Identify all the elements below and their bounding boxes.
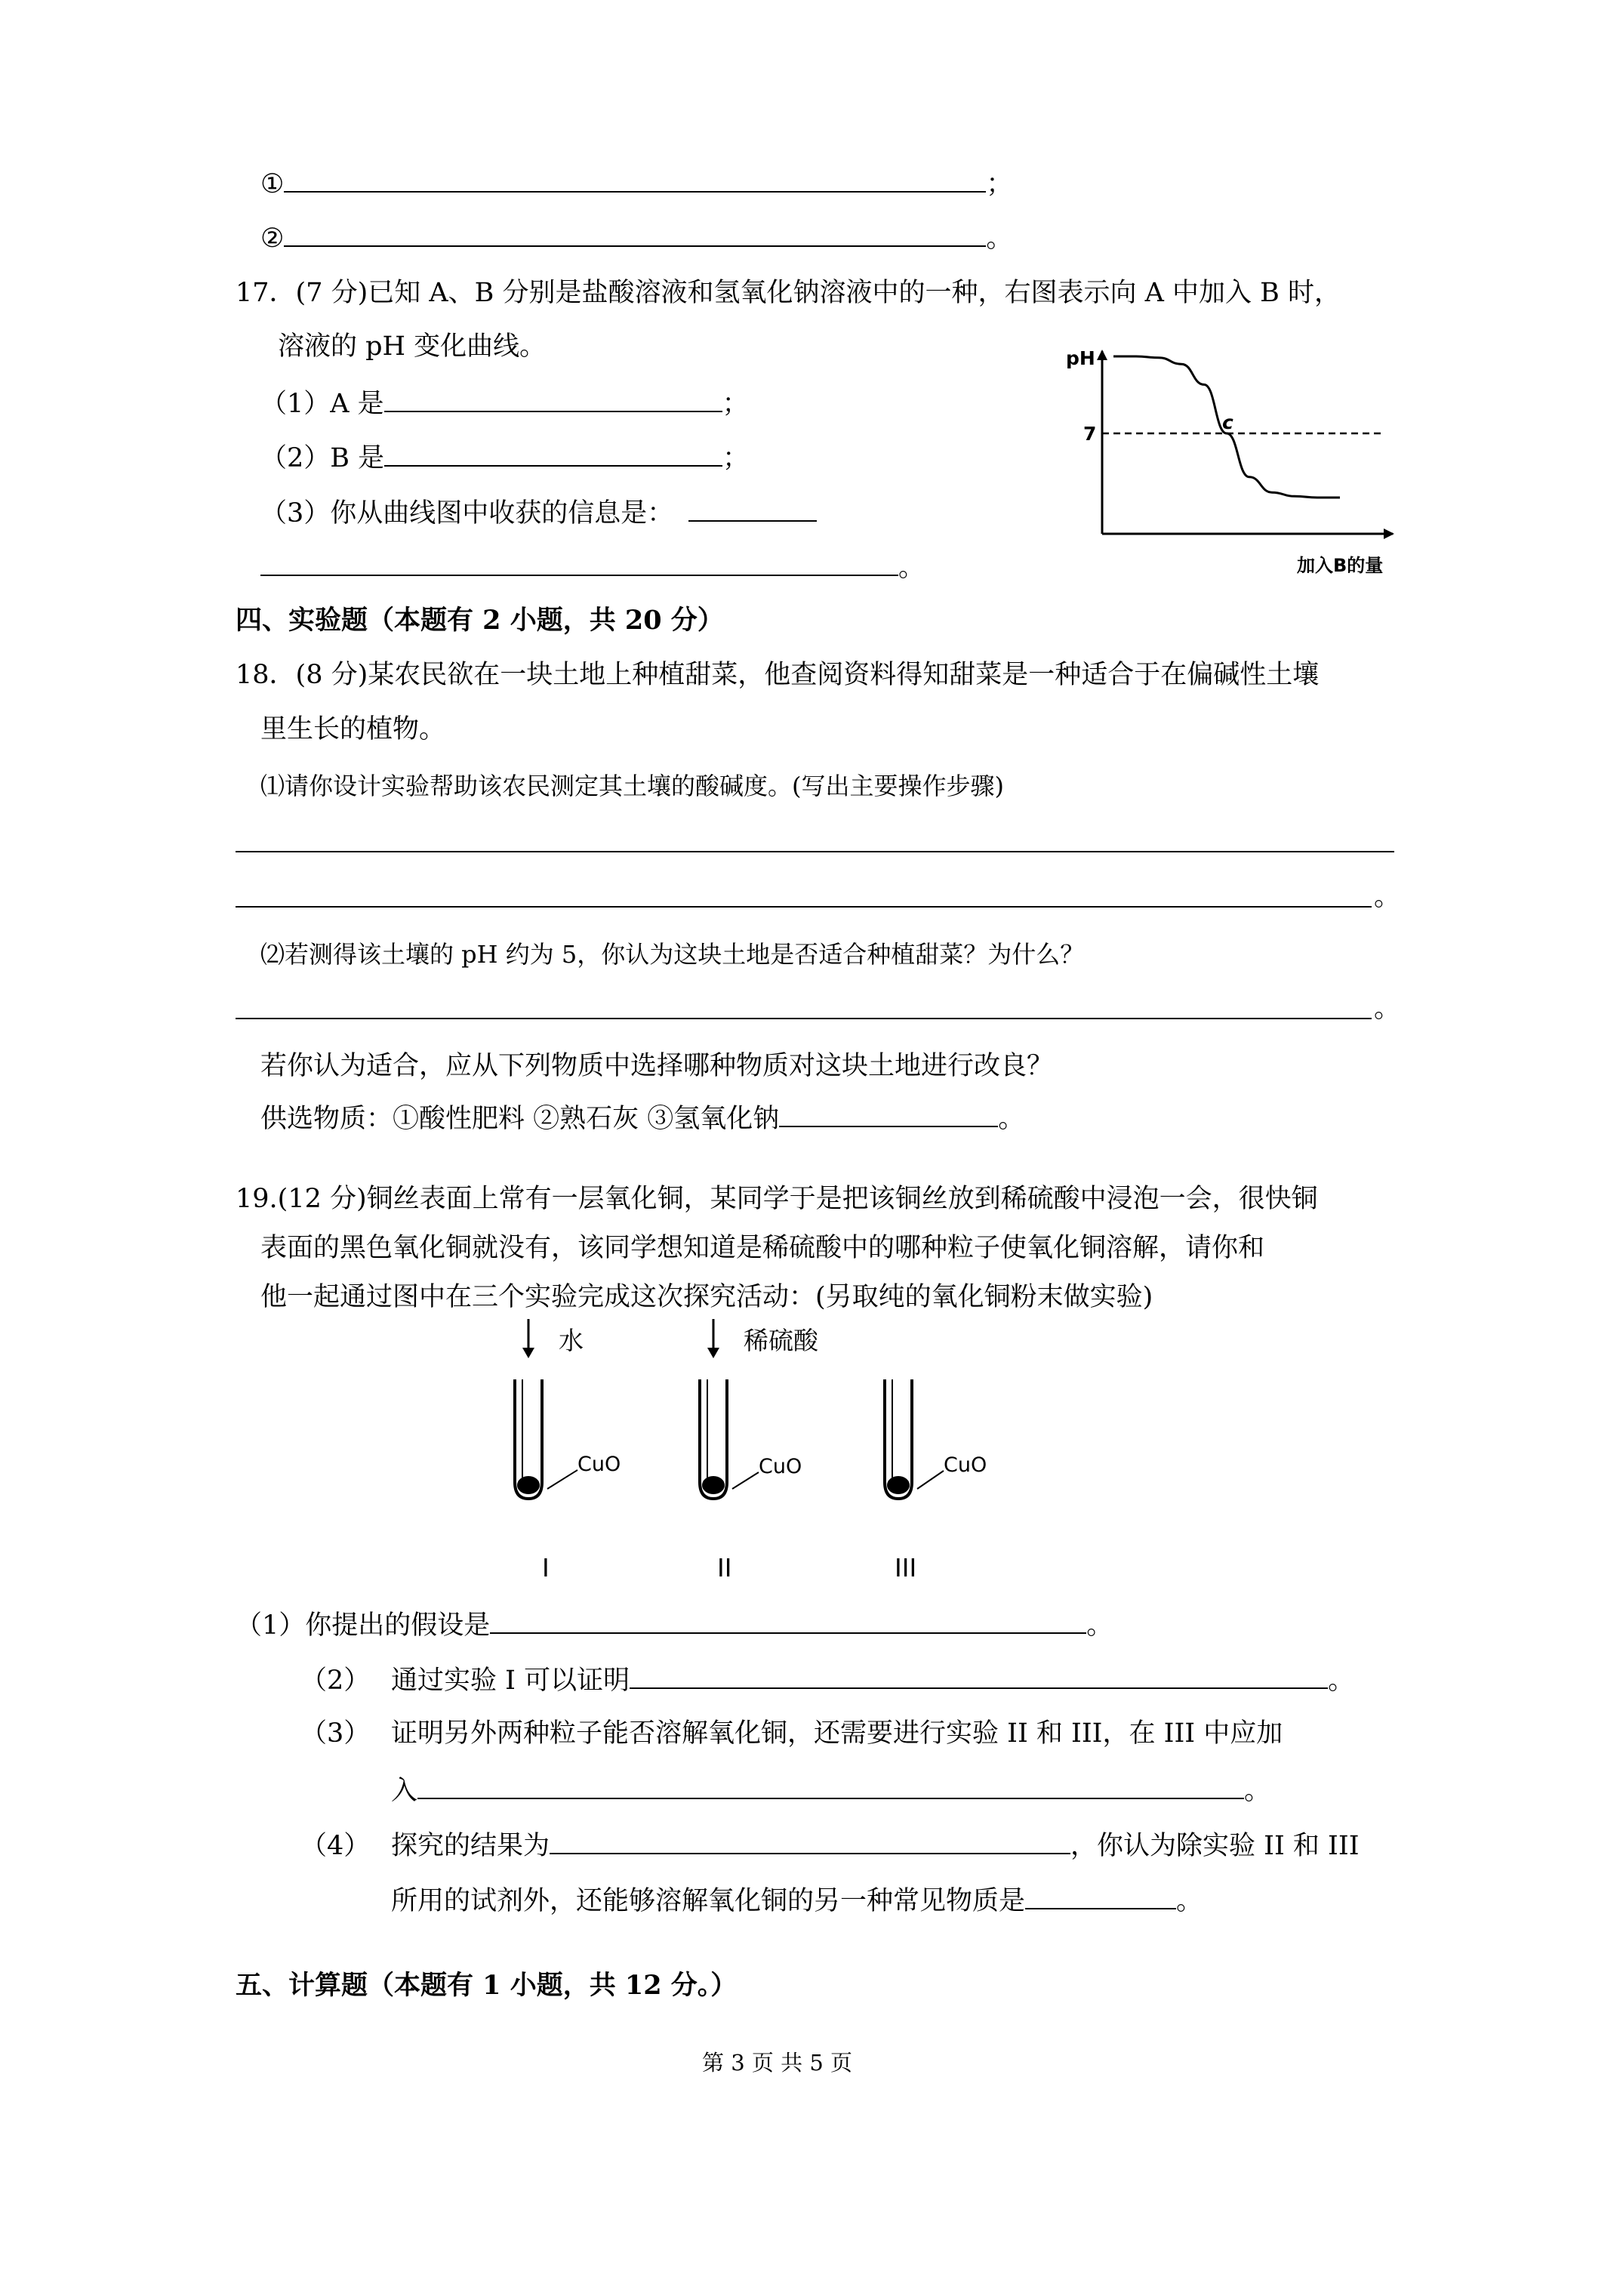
q18-sub3: 若你认为适合，应从下列物质中选择哪种物质对这块土地进行改良？ [260, 1051, 1054, 1081]
answer-blank[interactable] [779, 1100, 998, 1127]
q19-sub3-cont: 入 。 [391, 1772, 1270, 1808]
arrow-down-icon [707, 1319, 719, 1358]
q19-stem-line3: 他一起通过图中在三个实验完成这次探究活动：(另取纯的氧化铜粉末做实验) [260, 1282, 1153, 1312]
answer-line[interactable] [236, 906, 1372, 908]
answer-blank[interactable] [417, 1772, 1244, 1799]
answer-blank[interactable] [688, 495, 817, 522]
q18-sub1-end: 。 [1374, 882, 1401, 912]
q19-sub2: （2） 通过实验 I 可以证明 。 [300, 1662, 1354, 1697]
q17-stem-line1: 17．(7 分)已知 A、B 分别是盐酸溶液和氢氧化钠溶液中的一种，右图表示向 A 中加入 B 时， [236, 278, 1341, 308]
q16-item2: ② 。 [260, 220, 1012, 255]
tube-label-3: III [895, 1553, 917, 1583]
ph-curve-chart [1057, 336, 1412, 581]
answer-blank[interactable] [490, 1607, 1086, 1634]
q17-stem-line2: 溶液的 pH 变化曲线。 [278, 331, 547, 362]
q18-sub4: 供选物质：①酸性肥料 ②熟石灰 ③氢氧化钠 。 [260, 1100, 1024, 1136]
chart-axes [1097, 350, 1394, 539]
q16-item1: ① ； [260, 165, 1012, 201]
y-axis-arrow-icon [1097, 350, 1107, 360]
answer-blank[interactable] [1025, 1882, 1176, 1909]
answer-blank[interactable] [284, 165, 986, 193]
q17-sub1: （1）A 是 ； [260, 385, 749, 421]
tube-label-1: I [542, 1553, 550, 1583]
intersection-point-label: c [1222, 411, 1233, 433]
answer-line[interactable] [236, 851, 1394, 852]
answer-blank[interactable] [284, 220, 986, 247]
x-axis-label: 加入B的量 [1297, 555, 1384, 576]
cuo-label: CuO [759, 1455, 802, 1478]
tube-label-2: II [717, 1553, 732, 1583]
q19-sub1: （1）你提出的假设是 。 [236, 1607, 1113, 1642]
reagent-sulfuric-acid-label: 稀硫酸 [744, 1326, 818, 1355]
section-5-title: 五、计算题（本题有 1 小题，共 12 分。） [236, 1970, 738, 2001]
x-axis-arrow-icon [1384, 529, 1394, 539]
q19-sub4-cont: 所用的试剂外，还能够溶解氧化铜的另一种常见物质是 。 [391, 1882, 1203, 1918]
test-tube-icon [515, 1379, 577, 1499]
answer-blank[interactable] [384, 439, 722, 467]
q17-sub2: （2）B 是 ； [260, 439, 749, 475]
y-axis-label: pH [1066, 347, 1095, 369]
q17-sub3: （3）你从曲线图中收获的信息是： [260, 495, 817, 530]
cuo-label: CuO [577, 1453, 621, 1476]
q18-sub1: ⑴请你设计实验帮助该农民测定其土壤的酸碱度。(写出主要操作步骤) [260, 772, 1004, 800]
page-footer: 第 3 页 共 5 页 [702, 2050, 852, 2076]
answer-blank[interactable] [384, 385, 722, 412]
cuo-label: CuO [944, 1453, 987, 1477]
test-tube-icon [700, 1379, 759, 1499]
answer-blank[interactable] [260, 549, 898, 576]
reference-tick-label: 7 [1083, 423, 1097, 445]
arrow-down-icon [522, 1319, 534, 1358]
q19-stem-line1: 19.(12 分)铜丝表面上常有一层氧化铜，某同学于是把该铜丝放到稀硫酸中浸泡一会，很快铜 [236, 1184, 1318, 1214]
test-tube-figure [483, 1318, 1027, 1597]
q18-stem-line2: 里生长的植物。 [260, 714, 446, 744]
q18-sub2: ⑵若测得该土壤的 pH 约为 5，你认为这块土地是否适合种植甜菜？为什么？ [260, 940, 1085, 969]
section-4-title: 四、实验题（本题有 2 小题，共 20 分） [236, 605, 724, 636]
answer-blank[interactable] [550, 1827, 1070, 1854]
q18-sub2-end: 。 [1374, 994, 1401, 1024]
q19-sub3: （3） 证明另外两种粒子能否溶解氧化铜，还需要进行实验 II 和 III，在 III 中应加 [300, 1718, 1283, 1749]
answer-line[interactable] [236, 1018, 1372, 1019]
test-tube-icon [885, 1379, 944, 1499]
q17-sub3-cont: 。 [260, 549, 925, 584]
q19-stem-line2: 表面的黑色氧化铜就没有，该同学想知道是稀硫酸中的哪种粒子使氧化铜溶解，请你和 [260, 1233, 1265, 1263]
q18-stem-line1: 18．(8 分)某农民欲在一块土地上种植甜菜，他查阅资料得知甜菜是一种适合于在偏碱性土壤 [236, 660, 1320, 690]
reagent-water-label: 水 [559, 1326, 584, 1355]
q19-sub4: （4） 探究的结果为 ，你认为除实验 II 和 III [300, 1827, 1360, 1863]
answer-blank[interactable] [630, 1662, 1328, 1689]
